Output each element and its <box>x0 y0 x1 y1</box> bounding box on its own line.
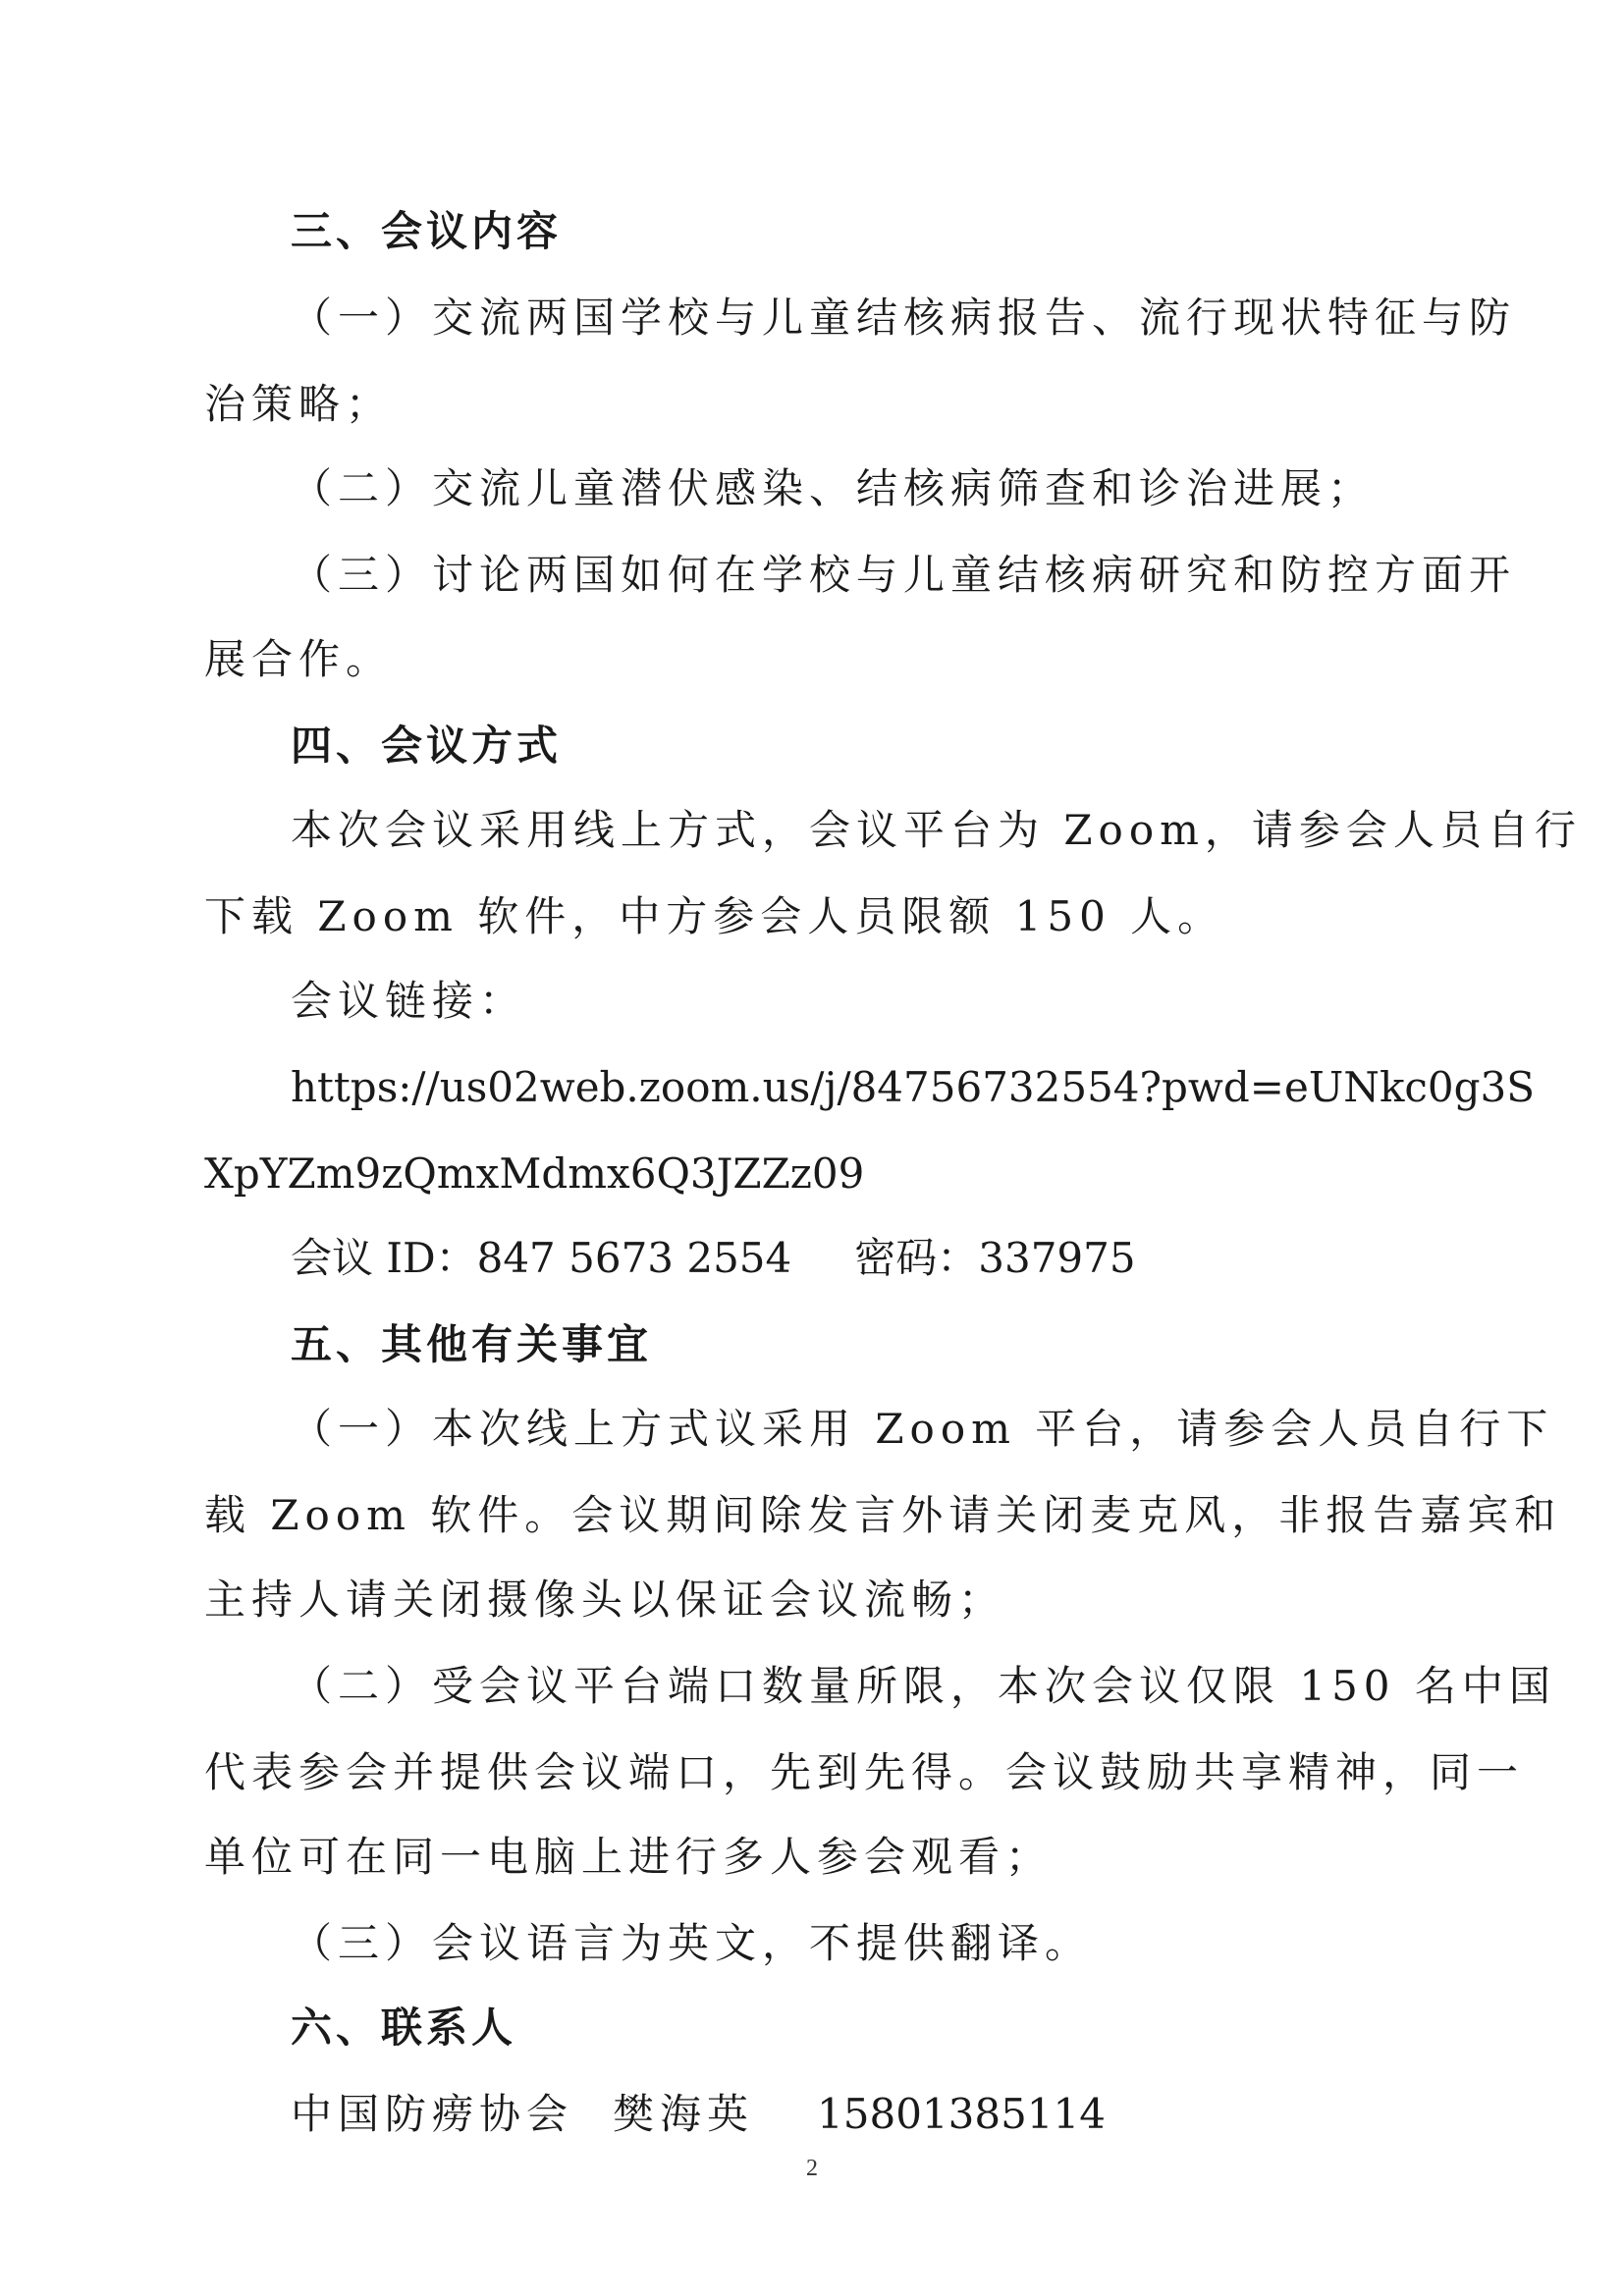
s5-item2-line2: 代表参会并提供会议端口，先到先得。会议鼓励共享精神，同一 <box>204 1748 1525 1796</box>
section-heading-3: 三、会议内容 <box>291 207 563 255</box>
meeting-password: 密码：337975 <box>854 1234 1136 1282</box>
s5-item3: （三）会议语言为英文，不提供翻译。 <box>291 1919 1093 1967</box>
section-heading-6: 六、联系人 <box>291 2003 517 2052</box>
contact-org: 中国防痨协会 <box>291 2090 574 2138</box>
s3-item1-line1: （一）交流两国学校与儿童结核病报告、流行现状特征与防 <box>291 294 1517 342</box>
section-heading-4: 四、会议方式 <box>291 721 563 770</box>
s3-item3-line2: 展合作。 <box>204 635 394 683</box>
contact-line <box>291 2089 1106 2140</box>
s5-item2-line1: （二）受会议平台端口数量所限，本次会议仅限 150 名中国 <box>291 1662 1556 1710</box>
s3-item3-line1: （三）讨论两国如何在学校与儿童结核病研究和防控方面开 <box>291 551 1517 599</box>
page-number: 2 <box>806 2156 818 2181</box>
s5-item1-line1: （一）本次线上方式议采用 Zoom 平台，请参会人员自行下 <box>291 1405 1554 1453</box>
s5-item1-line3: 主持人请关闭摄像头以保证会议流畅； <box>204 1575 1006 1624</box>
s3-item1-line2: 治策略； <box>204 380 394 428</box>
s5-item1-line2: 载 Zoom 软件。会议期间除发言外请关闭麦克风，非报告嘉宾和 <box>204 1491 1562 1539</box>
meeting-link-line1[interactable]: https://us02web.zoom.us/j/84756732554?pwd=eUNkc0g3S <box>291 1063 1536 1111</box>
meeting-link-line2[interactable]: XpYZm9zQmxMdmx6Q3JZZz09 <box>204 1149 865 1198</box>
section-heading-5: 五、其他有关事宜 <box>291 1320 653 1368</box>
contact-name: 樊海英 <box>613 2090 755 2138</box>
meeting-id: 会议 ID：847 5673 2554 <box>291 1234 792 1282</box>
meeting-id-line <box>291 1233 1136 1284</box>
contact-phone: 15801385114 <box>817 2090 1106 2138</box>
s4-para-line2: 下载 Zoom 软件，中方参会人员限额 150 人。 <box>204 892 1225 940</box>
s5-item2-line3: 单位可在同一电脑上进行多人参会观看； <box>204 1833 1054 1881</box>
meeting-link-label: 会议链接： <box>291 977 527 1025</box>
s4-para-line1: 本次会议采用线上方式，会议平台为 Zoom，请参会人员自行 <box>291 806 1582 854</box>
s3-item2: （二）交流儿童潜伏感染、结核病筛查和诊治进展； <box>291 464 1376 512</box>
